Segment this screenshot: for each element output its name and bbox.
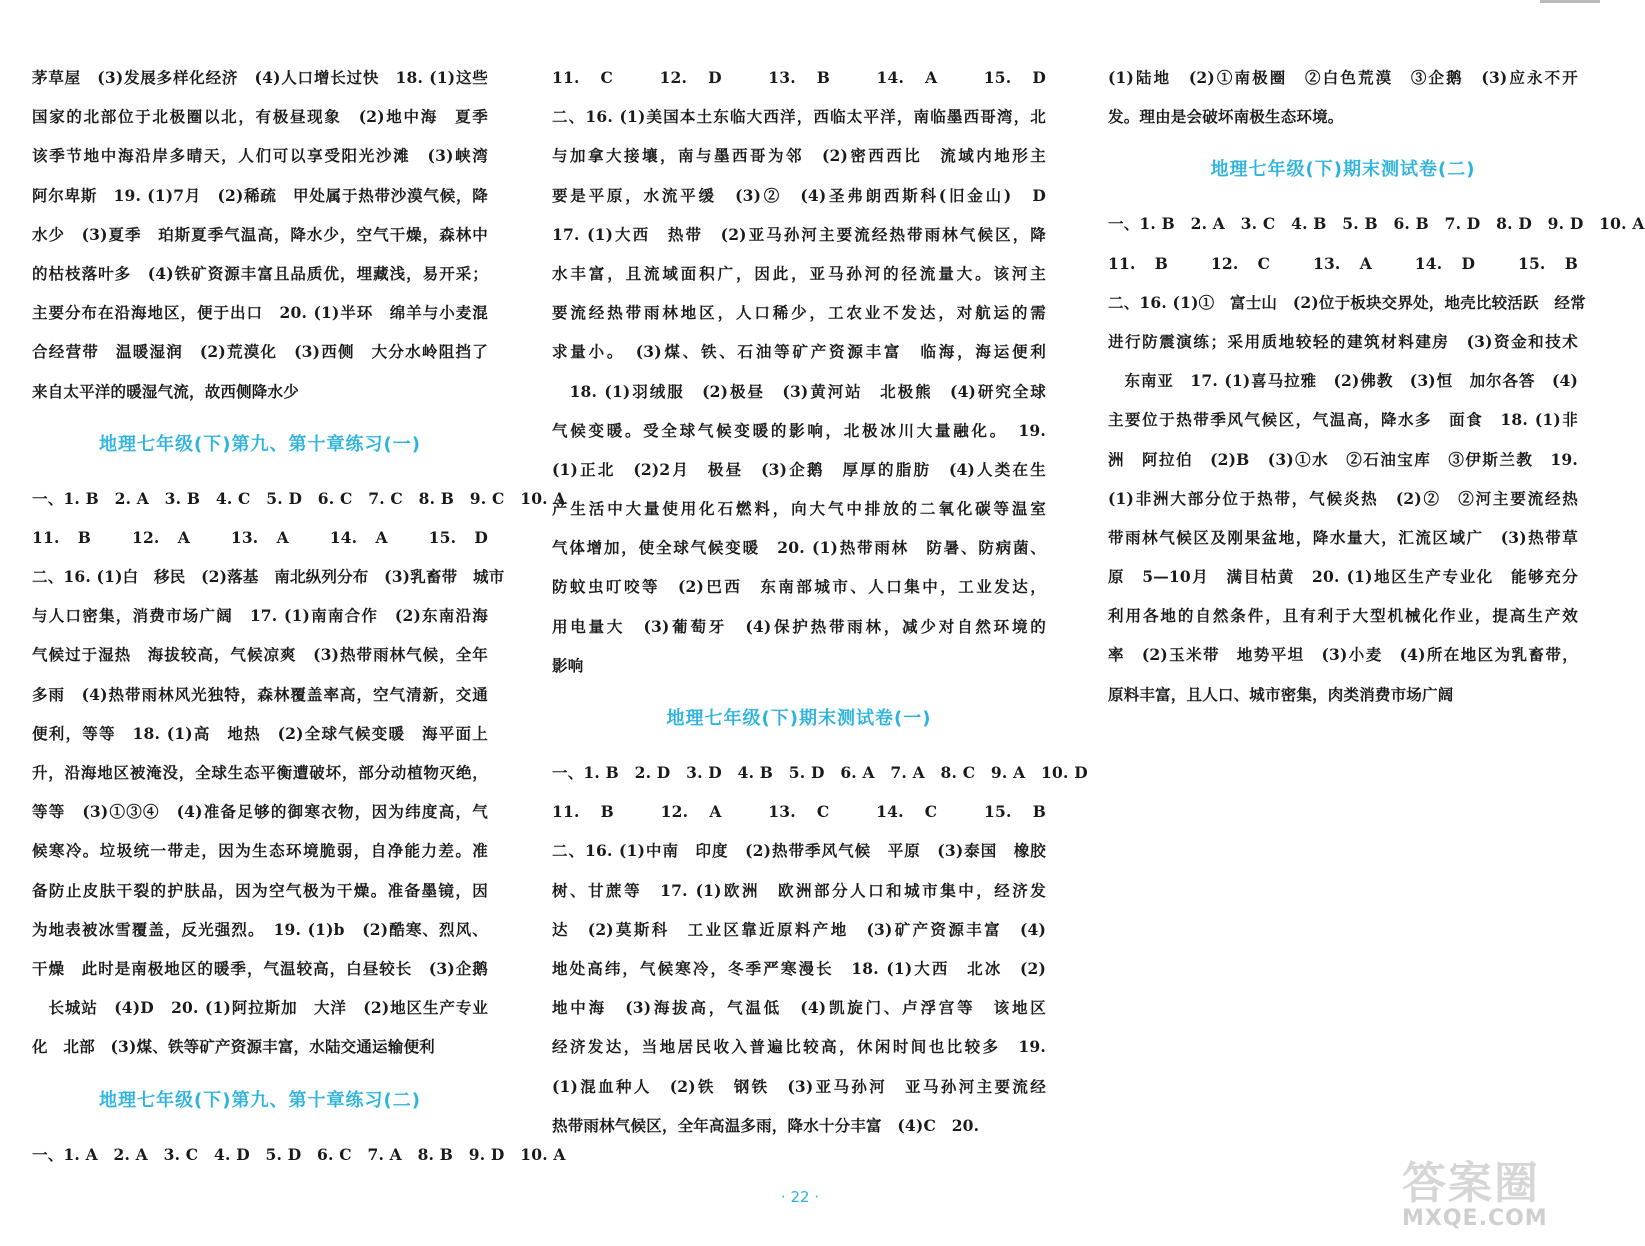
answer-line: 二、16. (1)① 富士山 (2)位于板块交界处，地壳比较活跃 经常 (1108, 292, 1586, 312)
watermark-logo (1402, 1160, 1570, 1232)
answer-line: 为地表被冰雪覆盖，反光强烈。 19. (1)b (2)酷寒、烈风、 (32, 919, 488, 939)
answer-line: 18. (1)羽绒服 (2)极昼 (3)黄河站 北极熊 (4)研究全球 (552, 381, 1046, 401)
answer-line: 求量小。 (3)煤、铁、石油等矿产资源丰富 临海，海运便利 (552, 342, 1046, 362)
answer-line: 与人口密集，消费市场广阔 17. (1)南南合作 (2)东南沿海 (32, 606, 488, 626)
page-number: · 22 · (780, 1188, 820, 1206)
answer-line: 原料丰富，且人口、城市密集，肉类消费市场广阔 (1108, 684, 1454, 704)
answer-line: 热带雨林气候区，全年高温多雨，降水十分丰富 (4)C 20. (552, 1115, 980, 1135)
answer-line: 发。理由是会破坏南极生态环境。 (1108, 107, 1344, 127)
answer-line: (1)正北 (2)2月 极昼 (3)企鹅 厚厚的脂肪 (4)人类在生 (552, 459, 1046, 479)
answer-block (1108, 58, 1578, 136)
answer-line: 11. C 12. D 13. B 14. A 15. D (552, 68, 1046, 87)
answer-line: 要是平原，水流平缓 (3)② (4)圣弗朗西斯科(旧金山) D (552, 185, 1046, 205)
answer-line: 升，沿海地区被淹没，全球生态平衡遭破坏，部分动植物灭绝， (32, 763, 488, 782)
answer-line: 与加拿大接壤，南与墨西哥为邻 (2)密西西比 流域内地形主 (552, 146, 1046, 166)
answer-line: 国家的北部位于北极圈以北，有极昼现象 (2)地中海 夏季 (32, 107, 488, 127)
answer-line: (1)非洲大部分位于热带，气候炎热 (2)② ②河主要流经热 (1108, 488, 1578, 508)
answer-line: 东南亚 17. (1)喜马拉雅 (2)佛教 (3)恒 加尔各答 (4) (1108, 371, 1578, 391)
answer-block (32, 479, 566, 1067)
answer-line: 防蚊虫叮咬等 (2)巴西 东南部城市、人口集中，工业发达， (552, 577, 1046, 597)
answer-line: 的枯枝落叶多 (4)铁矿资源丰富且品质优，埋藏浅，易开采； (32, 263, 488, 283)
answer-line: 等等 (3)①③④ (4)准备足够的御寒衣物，因为纬度高，气 (32, 802, 488, 822)
answer-line: 一、1. B 2. A 3. B 4. C 5. D 6. C 7. C 8. B 9. C 10. A (32, 488, 566, 508)
answer-block (552, 753, 1088, 1145)
answer-line: 11. B 12. C 13. A 14. D 15. B (1108, 253, 1578, 273)
answer-line: 利用各地的自然条件，且有利于大型机械化作业，提高生产效 (1108, 606, 1578, 626)
answer-line: 树、甘蔗等 17. (1)欧洲 欧洲部分人口和城市集中，经济发 (552, 880, 1046, 900)
answer-line: 来自太平洋的暖湿气流，故西侧降水少 (32, 381, 299, 401)
section-heading: 地理七年级(下)第九、第十章练习(一) (99, 433, 421, 455)
answer-line: 茅草屋 (3)发展多样化经济 (4)人口增长过快 18. (1)这些 (32, 68, 488, 87)
answer-line: 该季节地中海沿岸多晴天，人们可以享受阳光沙滩 (3)峡湾 (32, 146, 488, 166)
answer-line: 气体增加，使全球气候变暖 20. (1)热带雨林 防暑、防病菌、 (552, 538, 1046, 558)
answer-line: 进行防震演练；采用质地较轻的建筑材料建房 (3)资金和技术 (1108, 331, 1578, 351)
answer-line: 达 (2)莫斯科 工业区靠近原料产地 (3)矿产资源丰富 (4) (552, 919, 1046, 939)
answer-line: 17. (1)大西 热带 (2)亚马孙河主要流经热带雨林气候区，降 (552, 224, 1046, 244)
answer-line: (1)陆地 (2)①南极圈 ②白色荒漠 ③企鹅 (3)应永不开 (1108, 68, 1578, 87)
section-heading: 地理七年级(下)期末测试卷(二) (1210, 159, 1476, 181)
answer-block (32, 58, 488, 411)
answer-line: 带雨林气候区及刚果盆地，降水量大，汇流区域广 (3)热带草 (1108, 527, 1578, 547)
answer-line: 11. B 12. A 13. C 14. C 15. B (552, 802, 1046, 822)
answer-block (32, 1135, 566, 1174)
answer-line: 候寒冷。垃圾统一带走，因为生态环境脆弱，自净能力差。准 (32, 841, 488, 861)
top-edge-bar (1540, 0, 1600, 3)
answer-line: 11. B 12. A 13. A 14. A 15. D (32, 527, 488, 547)
answer-line: (1)混血种人 (2)铁 钢铁 (3)亚马孙河 亚马孙河主要流经 (552, 1076, 1046, 1096)
answer-line: 经济发达，当地居民收入普遍比较高，休闲时间也比较多 19. (552, 1037, 1046, 1057)
watermark-url: MXQE.COM (1402, 1206, 1548, 1231)
answer-line: 地处高纬，气候寒冷，冬季严寒漫长 18. (1)大西 北冰 (2) (552, 958, 1046, 978)
column-middle (552, 58, 1088, 1145)
answer-line: 二、16. (1)白 移民 (2)落基 南北纵列分布 (3)乳畜带 城市 (32, 567, 505, 587)
answer-line: 洲 阿拉伯 (2)B (3)①水 ②石油宝库 ③伊斯兰教 19. (1108, 449, 1578, 469)
answer-line: 原 5—10月 满目枯黄 20. (1)地区生产专业化 能够充分 (1108, 567, 1578, 587)
answer-line: 备防止皮肤干裂的护肤品，因为空气极为干燥。准备墨镜，因 (32, 880, 488, 900)
answer-line: 气候变暖。受全球气候变暖的影响，北极冰川大量融化。 19. (552, 420, 1046, 440)
section-heading: 地理七年级(下)第九、第十章练习(二) (99, 1089, 421, 1111)
answer-line: 用电量大 (3)葡萄牙 (4)保护热带雨林，减少对自然环境的 (552, 616, 1046, 636)
answer-line: 水丰富，且流域面积广，因此，亚马孙河的径流量大。该河主 (552, 263, 1046, 283)
column-left (32, 58, 566, 1174)
answer-line: 主要位于热带季风气候区，气温高，降水多 面食 18. (1)非 (1108, 410, 1578, 430)
answer-line: 主要分布在沿海地区，便于出口 20. (1)半环 绵羊与小麦混 (32, 303, 488, 323)
answer-line: 一、1. B 2. D 3. D 4. B 5. D 6. A 7. A 8. C 9. A 10. D (552, 763, 1088, 782)
answer-line: 合经营带 温暖湿润 (2)荒漠化 (3)西侧 大分水岭阻挡了 (32, 342, 488, 362)
answer-line: 干燥 此时是南极地区的暖季，气温较高，白昼较长 (3)企鹅 (32, 958, 488, 978)
answer-line: 化 北部 (3)煤、铁等矿产资源丰富，水陆交通运输便利 (32, 1037, 435, 1057)
answer-line: 二、16. (1)美国本土东临大西洋，西临太平洋，南临墨西哥湾，北 (552, 107, 1046, 127)
answer-line: 率 (2)玉米带 地势平坦 (3)小麦 (4)所在地区为乳畜带， (1108, 645, 1578, 665)
answer-line: 便利，等等 18. (1)高 地热 (2)全球气候变暖 海平面上 (32, 723, 488, 743)
answer-line: 一、1. A 2. A 3. C 4. D 5. D 6. C 7. A 8. B 9. D 10. A (32, 1144, 566, 1164)
answer-line: 一、1. B 2. A 3. C 4. B 5. B 6. B 7. D 8. D 9. D 10. A (1108, 214, 1645, 234)
answer-block (552, 58, 1046, 685)
answer-line: 要流经热带雨林地区，人口稀少，工农业不发达，对航运的需 (552, 303, 1046, 323)
answer-line: 地中海 (3)海拔高，气温低 (4)凯旋门、卢浮宫等 该地区 (552, 998, 1046, 1018)
answer-line: 气候过于湿热 海拔较高，气候凉爽 (3)热带雨林气候，全年 (32, 645, 488, 665)
column-right (1108, 58, 1645, 714)
section-heading: 地理七年级(下)期末测试卷(一) (666, 708, 932, 729)
answer-line: 产生活中大量使用化石燃料，向大气中排放的二氧化碳等温室 (552, 499, 1046, 519)
answer-line: 长城站 (4)D 20. (1)阿拉斯加 大洋 (2)地区生产专业 (32, 998, 488, 1018)
answer-block (1108, 204, 1645, 713)
answer-line: 水少 (3)夏季 珀斯夏季气温高，降水少，空气干燥，森林中 (32, 224, 488, 244)
watermark-glyphs: 答案圈 (1402, 1158, 1540, 1209)
answer-line: 二、16. (1)中南 印度 (2)热带季风气候 平原 (3)泰国 橡胶 (552, 841, 1046, 861)
answer-line: 影响 (552, 655, 584, 675)
answer-line: 阿尔卑斯 19. (1)7月 (2)稀疏 甲处属于热带沙漠气候，降 (32, 185, 488, 205)
answer-line: 多雨 (4)热带雨林风光独特，森林覆盖率高，空气清新，交通 (32, 684, 488, 704)
